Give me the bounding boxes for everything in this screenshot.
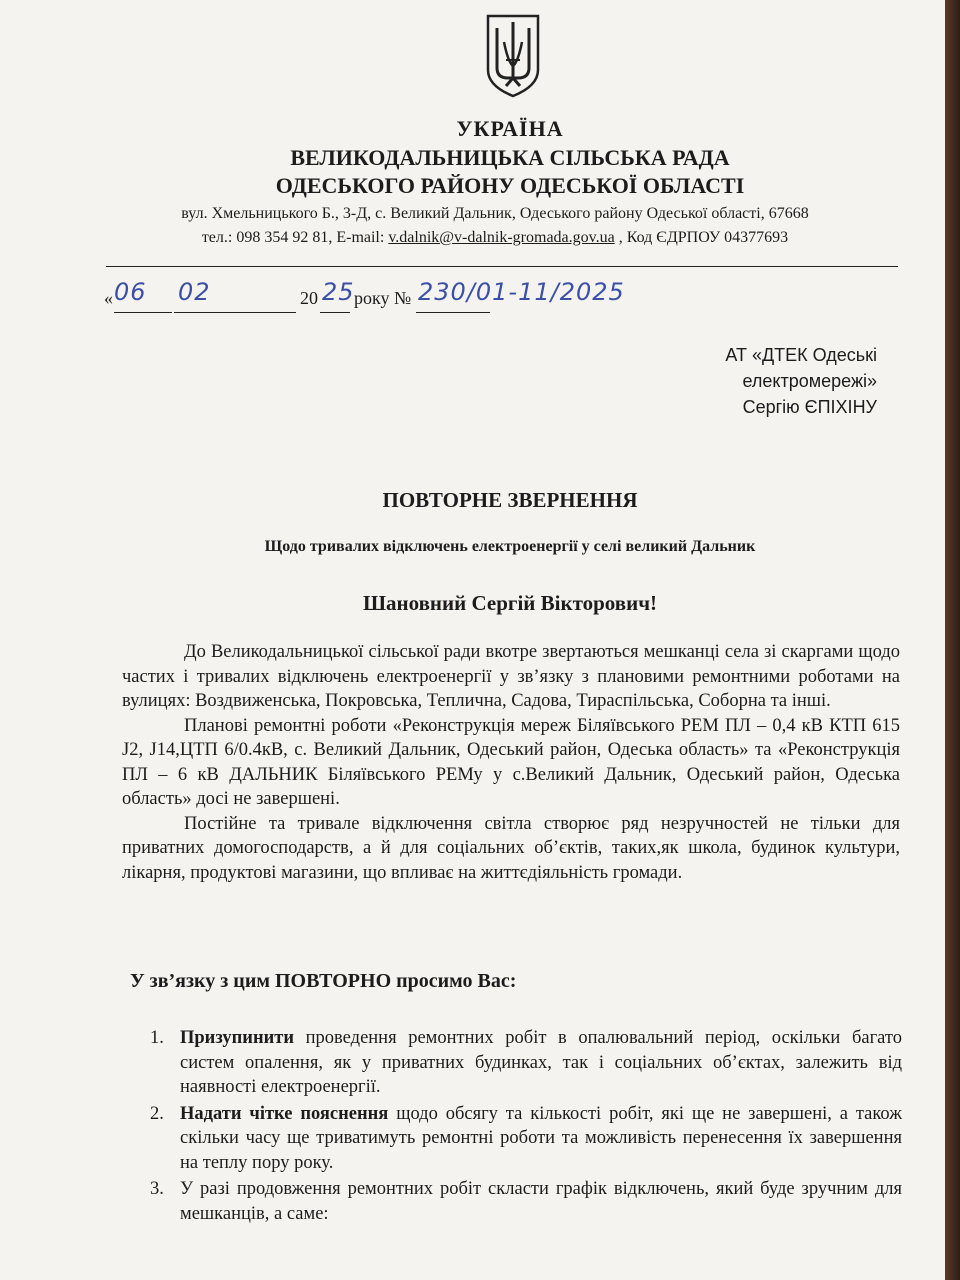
header-divider xyxy=(106,266,898,267)
council-address: вул. Хмельницького Б., 3-Д, с. Великий Дальник, Одеського району Одеської області, 67668 xyxy=(181,205,809,222)
request-list xyxy=(146,1026,902,1228)
paragraph: До Великодальницької сільської ради вкотре звертаються мешканці села зі скаргами щодо частих і тривалих відключень електроенергії у зв’язку з плановими ремонтними роботами на вулицях: Воздвиженська, Покровська, Теплична, Садова, Тираспільська, Соборна та інші. xyxy=(122,642,900,711)
handwritten-month: 02 xyxy=(178,278,211,306)
list-item: 3. У разі продовження ремонтних робіт скласти графік відключень, який буде зручним для мешканців, а саме: xyxy=(150,1179,902,1224)
trident-emblem-icon xyxy=(484,12,542,98)
table-edge xyxy=(945,0,960,1280)
district-name: ОДЕСЬКОГО РАЙОНУ ОДЕСЬКОЇ ОБЛАСТІ xyxy=(275,173,745,198)
document-subject: Щодо тривалих відключень електроенергії у селі великий Дальник xyxy=(264,538,756,555)
salutation: Шановний Сергій Вікторович! xyxy=(362,591,658,615)
country-name: УКРАЇНА xyxy=(456,116,564,141)
list-item: 1. Призупинити проведення ремонтних робіт в опалювальний період, оскільки багато систем опалення, як у приватних будинках, так і соціальних об’єктах, залежить від наявності електроенергії. xyxy=(150,1028,902,1097)
email-link[interactable]: v.dalnik@v-dalnik-gromada.gov.ua xyxy=(388,229,615,246)
handwritten-reg-number: 230/01-11/2025 xyxy=(418,278,625,306)
request-heading: У зв’язку з цим ПОВТОРНО просимо Вас: xyxy=(130,970,517,992)
date-and-number-line: « 06 02 20 25 року № 230/01-11/2025 xyxy=(104,282,704,316)
letter-body xyxy=(122,640,900,885)
handwritten-day: 06 xyxy=(114,278,147,306)
addressee-block: АТ «ДТЕК Одеські електромережі» Сергію ЄПІХІНУ xyxy=(725,345,877,417)
document-title: ПОВТОРНЕ ЗВЕРНЕННЯ xyxy=(382,488,638,512)
council-contacts: тел.: 098 354 92 81, E-mail: v.dalnik@v-dalnik-gromada.gov.ua , Код ЄДРПОУ 04377693 xyxy=(201,229,789,246)
list-item: 2. Надати чітке пояснення щодо обсягу та кількості робіт, які ще не завершені, а також скільки часу ще триватимуть ремонтні роботи та можливість перенесення їх завершення на теплу пору року. xyxy=(150,1103,902,1173)
council-name: ВЕЛИКОДАЛЬНИЦЬКА СІЛЬСЬКА РАДА xyxy=(290,145,730,170)
paragraph: Постійне та тривале відключення світла створює ряд незручностей не тільки для приватних домогосподарств, а й для соціальних об’єктів, таких,як школа, будинок культури, лікарня, продуктові магазини, що впливає на життєдіяльність громади. xyxy=(122,813,900,883)
paragraph: Планові ремонтні роботи «Реконструкція мереж Біляївського РЕМ ПЛ – 0,4 кВ КТП 615 J2, J14,ЦТП 6/0.4кВ, с. Великий Дальник, Одеський район, Одеська область» та «Реконструкція ПЛ – 6 кВ ДАЛЬНИК Біляївського РЕМу у с.Великий Дальник, Одеський район, Одеська область» досі не завершені. xyxy=(122,715,900,809)
handwritten-year: 25 xyxy=(322,278,355,306)
